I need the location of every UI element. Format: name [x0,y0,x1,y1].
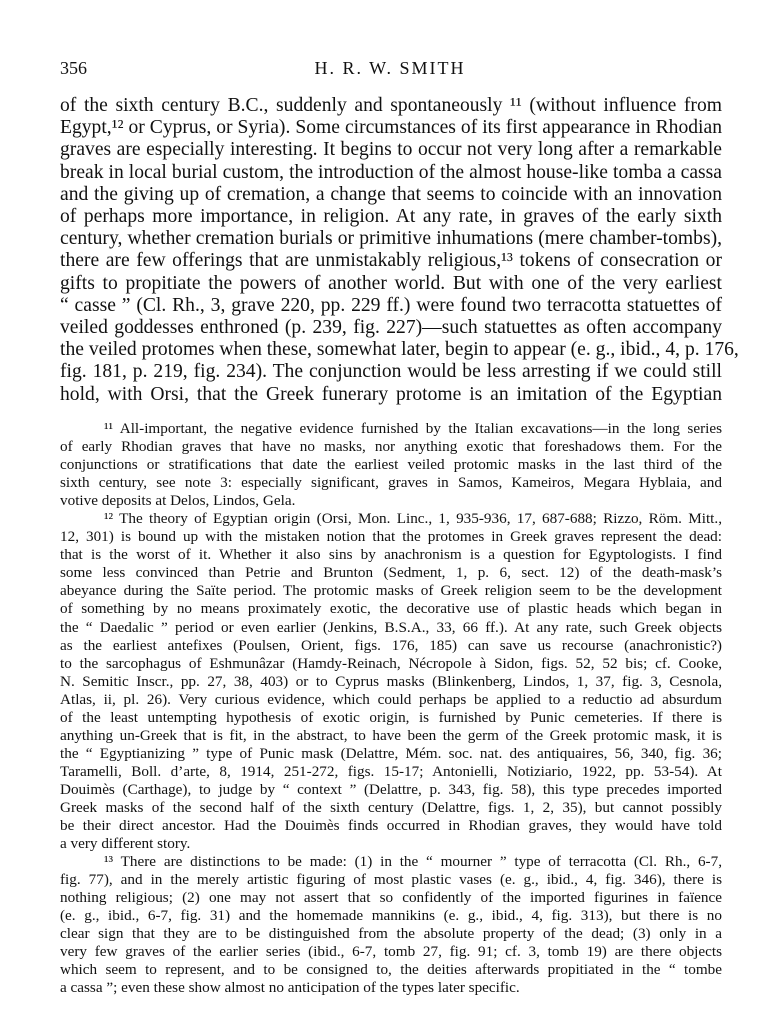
main-text-line: century, whether cremation burials or primitive inhumations (mere chamber-tombs), [60,228,722,250]
main-text-line: of the sixth century B.C., suddenly and spontaneously ¹¹ (without influence from [60,95,722,116]
footnote-line: Atlas, ii, pl. 26). Very curious evidence, which could perhaps be applied to a reductio ad absurdum [60,690,722,708]
footnote-line: ¹³ There are distinctions to be made: (1) in the “ mourner ” type of terracotta (Cl. Rh., 6-7, [104,853,722,871]
footnote-line: the “ Egyptianizing ” type of Punic mask (Delattre, Mém. soc. nat. des antiquaires, 56, 340, fig. 36; [60,744,722,762]
main-text-line: Egypt,¹² or Cyprus, or Syria). Some circumstances of its first appearance in Rhodian [60,117,722,139]
footnote-line: of the least untempting hypothesis of exotic origin, is furnished by Punic cemeteries. If there is [60,708,722,726]
footnotes [60,420,722,998]
main-text-line: hold, with Orsi, that the Greek funerary protome is an imitation of the Egyptian [60,383,722,405]
main-text-line: break in local burial custom, the introduction of the almost house-like tomba a cassa [60,161,722,183]
main-text-line: the veiled protomes when these, somewhat later, begin to appear (e. g., ibid., 4, p. 176, [60,339,739,361]
footnote-line: of early Rhodian graves that have no masks, nor anything exotic that foreshadows them. For the [60,438,722,456]
footnote-line: anything un-Greek that is fit, in the abstract, to have been the germ of the Greek protomic mask, it is [60,726,722,744]
footnote-line: the “ Daedalic ” period or even earlier (Jenkins, B.S.A., 33, 66 ff.). At any rate, such Greek objects [60,618,722,636]
footnote-12 [60,510,722,853]
main-text [60,95,739,406]
footnote-line: N. Semitic Inscr., pp. 27, 38, 403) or to Cyprus masks (Blinkenberg, Lindos, 1, 37, fig. 3, Cesnola, [60,672,722,690]
footnote-line: Douimès (Carthage), to judge by “ context ” (Delattre, p. 343, fig. 58), this type precedes imported [60,780,722,798]
page-number: 356 [60,58,87,78]
footnote-line: be their direct ancestor. Had the Douimès finds occurred in Rhodian graves, they would have told [60,817,722,835]
running-head: H. R. W. SMITH [314,58,466,78]
footnote-line: that is the worst of it. Whether it also sins by anachronism is a question for Egyptologists. I find [60,546,722,564]
footnote-line: sixth century, see note 3: especially significant, graves in Samos, Kameiros, Megara Hyblaia, and [60,474,722,492]
main-text-line: of perhaps more importance, in religion. At any rate, in graves of the early sixth [60,206,722,228]
footnote-line: ¹¹ All-important, the negative evidence furnished by the Italian excavations—in the long series [104,420,722,437]
footnote-line: votive deposits at Delos, Lindos, Gela. [60,492,296,510]
footnote-line: fig. 77), and in the merely artistic figuring of most plastic vases (e. g., ibid., 4, fig. 346), there is [60,871,722,889]
footnote-line: as the earliest antefixes (Poulsen, Orient, figs. 176, 185) can save us recourse (anachronistic?) [60,636,722,654]
main-text-line: gifts to propitiate the powers of another world. But with one of the very earliest [60,272,722,294]
main-text-line: fig. 181, p. 219, fig. 234). The conjunction would be less arresting if we could still [60,361,722,383]
footnote-line: of something by no means proximately exotic, the decorative use of plastic heads which began in [60,600,722,618]
footnote-line: Greek masks of the second half of the sixth century (Delattre, figs. 1, 2, 35), but cannot possibly [60,798,722,816]
main-text-line: there are few offerings that are unmistakably religious,¹³ tokens of consecration or [60,250,722,272]
main-text-line: graves are especially interesting. It begins to occur not very long after a remarkable [60,139,722,161]
footnote-line: a very different story. [60,835,191,853]
footnote-line: abeyance during the Saïte period. The protomic masks of Greek religion seem to be the development [60,582,722,600]
main-text-line: and the giving up of cremation, a change that seems to coincide with an innovation [60,183,722,205]
footnote-line: (e. g., ibid., 6-7, fig. 31) and the homemade mannikins (e. g., ibid., 4, fig. 313), but there is no [60,907,722,925]
footnote-line: conjunctions or stratifications that date the earliest veiled protomic masks in the last third of the [60,456,722,474]
footnote-11 [60,420,722,510]
footnote-line: clear sign that they are to be distinguished from the absolute property of the dead; (3) only in a [60,925,722,943]
page-header [60,58,720,84]
footnote-line: to the sarcophagus of Eshmunâzar (Hamdy-Reinach, Nécropole à Sidon, figs. 52, 52 bis; cf. Cooke, [60,654,722,672]
footnote-13 [60,853,722,997]
main-text-line: veiled goddesses enthroned (p. 239, fig. 227)—such statuettes as often accompany [60,317,722,339]
footnote-line: nothing religious; (2) one may not assert that so confidently of the imported figurines in faïence [60,889,722,907]
footnote-line: a cassa ”; even these show almost no anticipation of the types later specific. [60,979,520,997]
footnote-line: Taramelli, Boll. d’arte, 8, 1914, 251-272, figs. 15-17; Antonielli, Notiziario, 1922, pp. 53-54). At [60,762,722,780]
footnote-line: which seem to represent, and to be consigned to, the deities afterwards propitiated in the “ tombe [60,961,722,979]
main-text-line: “ casse ” (Cl. Rh., 3, grave 220, pp. 229 ff.) were found two terracotta statuettes of [60,294,722,316]
footnote-line: very few graves of the earlier series (ibid., 6-7, tomb 27, fig. 91; cf. 3, tomb 19) are there objects [60,943,722,961]
footnote-line: 12, 301) is bound up with the mistaken notion that the protomes in Greek graves represent the dead: [60,528,722,546]
footnote-line: ¹² The theory of Egyptian origin (Orsi, Mon. Linc., 1, 935-936, 17, 687-688; Rizzo, Röm. Mitt., [104,510,722,528]
footnote-line: some less convinced than Petrie and Brunton (Sedment, 1, p. 6, sect. 12) of the death-mask’s [60,564,722,582]
